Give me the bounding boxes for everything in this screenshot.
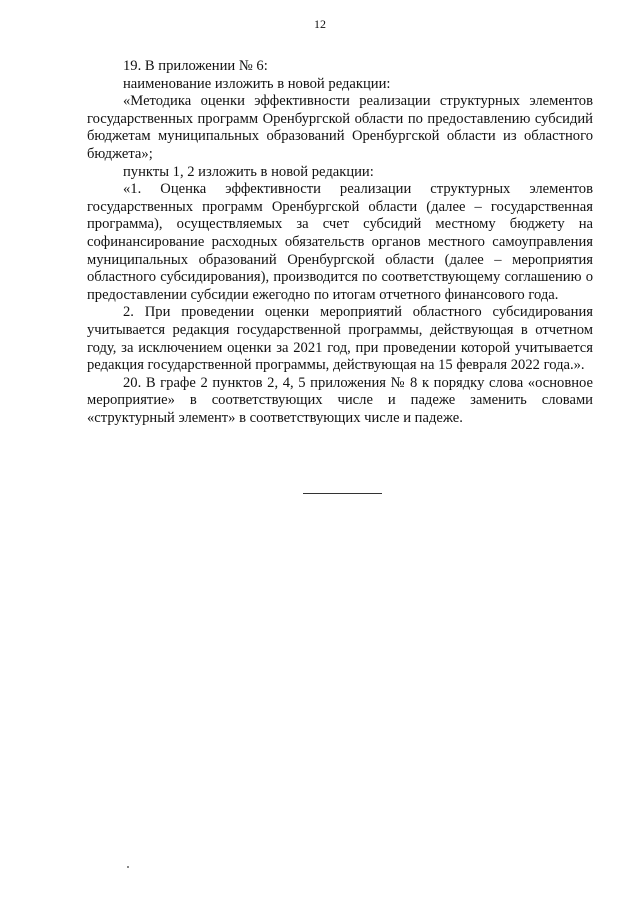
end-divider [303, 493, 382, 494]
paragraph-point-2: 2. При проведении оценки мероприятий областного субсидирования учитывается редакция государственной программы, действующая в отчетном году, за исключением оценки за 2021 год, при проведении которой учитывается редакция государственной программы, действующая на 15 февраля 2022 года.». [87, 304, 593, 374]
paragraph-title-instruction: наименование изложить в новой редакции: [123, 75, 391, 92]
scan-mark [127, 866, 129, 868]
paragraph-point-1: «1. Оценка эффективности реализации структурных элементов государственных программ Оренбургской области (далее – государственная программа), осуществляемых за счет субсидий местному бюджету на софинансирование расходных обязательств органов местного самоуправления муниципальных образований Оренбургской области (далее – мероприятия областного субсидирования), производится по соответствующему соглашению о предоставлении субсидии ежегодно по итогам отчетного финансового года. [87, 181, 593, 303]
paragraph-points-instruction: пункты 1, 2 изложить в новой редакции: [123, 163, 374, 180]
page-number: 12 [314, 17, 326, 31]
document-body [87, 58, 593, 427]
paragraph-item-19: 19. В приложении № 6: [123, 58, 268, 74]
paragraph-new-title: «Методика оценки эффективности реализации структурных элементов государственных программ Оренбургской области по предоставлению субсидий бюджетам муниципальных образований Оренбургской области из областного бюджета»; [87, 93, 593, 162]
paragraph-item-20: 20. В графе 2 пунктов 2, 4, 5 приложения № 8 к порядку слова «основное мероприятие» в соответствующих числе и падеже заменить словами «структурный элемент» в соответствующих числе и падеже. [87, 374, 593, 426]
